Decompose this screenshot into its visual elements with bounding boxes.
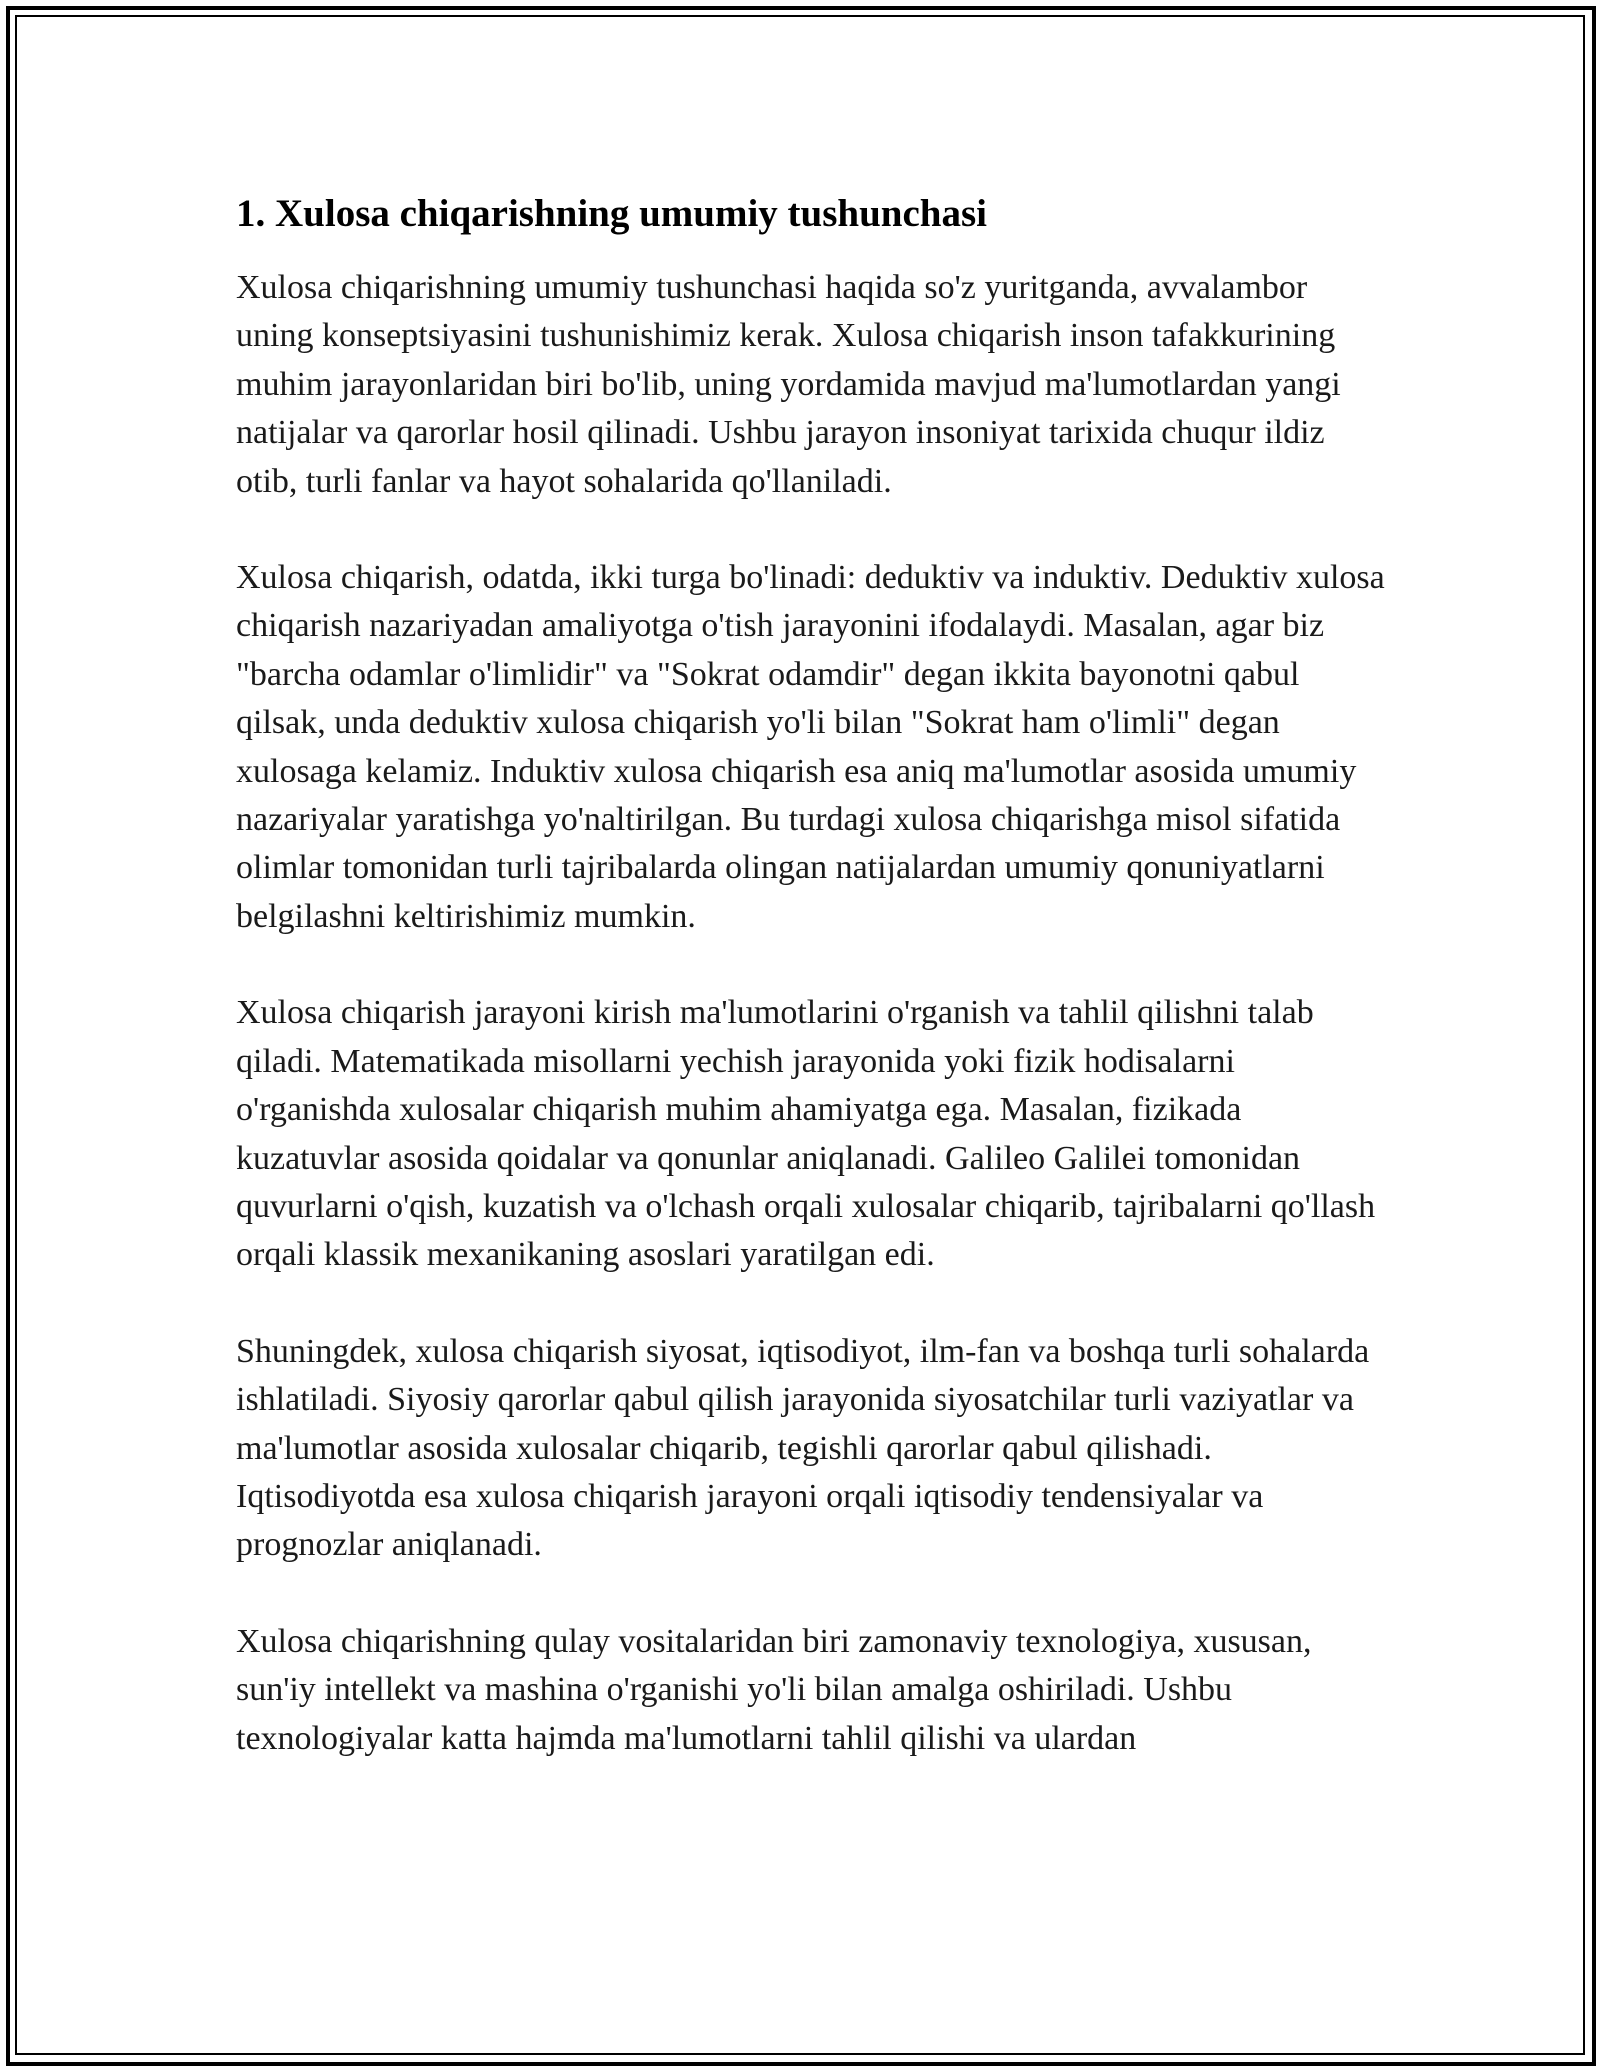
paragraph-4: Shuningdek, xulosa chiqarish siyosat, iqtisodiyot, ilm-fan va boshqa turli sohalarda ishlatiladi. Siyosiy qarorlar qabul qilish jarayonida siyosatchilar turli vaziyatlar va ma'lumotlar asosida xulosalar chiqarib, tegishli qarorlar qabul qilishadi. Iqtisodiyotda esa xulosa chiqarish jarayoni orqali iqtisodiy tendensiyalar va prognozlar aniqlanadi. <box>236 1332 1370 1564</box>
section-heading: 1. Xulosa chiqarishning umumiy tushunchasi <box>236 192 987 235</box>
paragraph-3: Xulosa chiqarish jarayoni kirish ma'lumotlarini o'rganish va tahlil qilishni talab qiladi. Matematikada misollarni yechish jarayonida yoki fizik hodisalarni o'rganishda xulosalar chiqarish muhim ahamiyatga ega. Masalan, fizikada kuzatuvlar asosida qoidalar va qonunlar aniqlanadi. Galileo Galilei tomonidan quvurlarni o'qish, kuzatish va o'lchash orqali xulosalar chiqarib, tajribalarni qo'llash orqali klassik mexanikaning asoslari yaratilgan edi. <box>236 994 1376 1274</box>
document-body <box>236 186 1386 1811</box>
paragraph-1: Xulosa chiqarishning umumiy tushunchasi haqida so'z yuritganda, avvalambor uning konseptsiyasini tushunishimiz kerak. Xulosa chiqarish inson tafakkurining muhim jarayonlaridan biri bo'lib, uning yordamida mavjud ma'lumotlardan yangi natijalar va qarorlar hosil qilinadi. Ushbu jarayon insoniyat tarixida chuqur ildiz otib, turli fanlar va hayot sohalarida qo'llaniladi. <box>236 269 1341 500</box>
paragraph-2: Xulosa chiqarish, odatda, ikki turga bo'linadi: deduktiv va induktiv. Deduktiv xulosa chiqarish nazariyadan amaliyotga o'tish jarayonini ifodalaydi. Masalan, agar biz "barcha odamlar o'limlidir" va "Sokrat odamdir" degan ikkita bayonotni qabul qilsak, unda deduktiv xulosa chiqarish yo'li bilan "Sokrat ham o'limli" degan xulosaga kelamiz. Induktiv xulosa chiqarish esa aniq ma'lumotlar asosida umumiy nazariyalar yaratishga yo'naltirilgan. Bu turdagi xulosa chiqarishga misol sifatida olimlar tomonidan turli tajribalarda olingan natijalardan umumiy qonuniyatlarni belgilashni keltirishimiz mumkin. <box>236 559 1385 935</box>
paragraph-5: Xulosa chiqarishning qulay vositalaridan biri zamonaviy texnologiya, xususan, sun'iy intellekt va mashina o'rganishi yo'li bilan amalga oshiriladi. Ushbu texnologiyalar katta hajmda ma'lumotlarni tahlil qilishi va ulardan <box>236 1622 1312 1757</box>
